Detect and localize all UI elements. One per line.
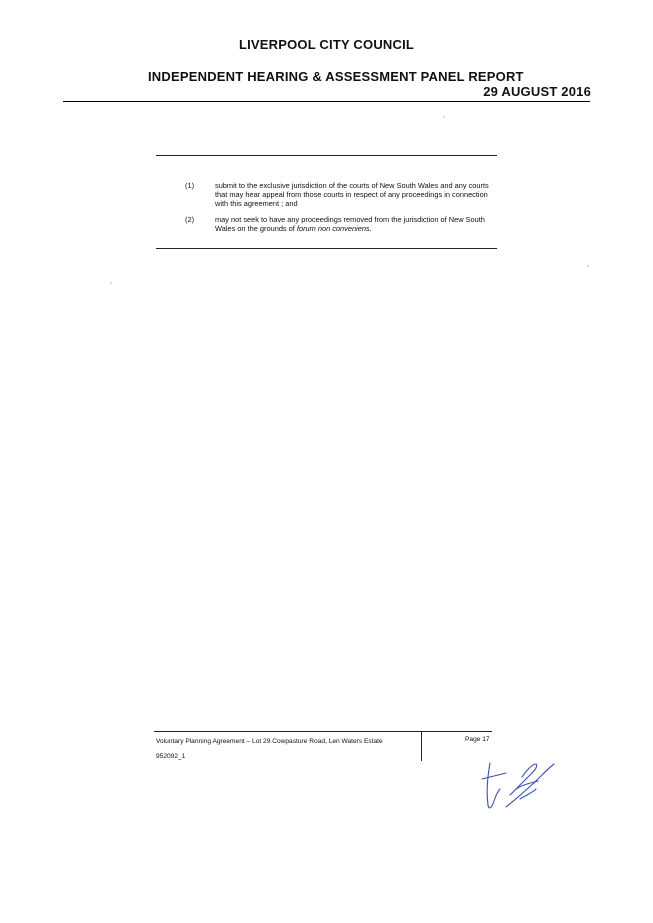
scan-speck: [587, 265, 589, 267]
scan-speck: [110, 282, 112, 284]
clause-text-italic: forum non conveniens: [296, 224, 370, 233]
clause-text-main: may not seek to have any proceedings removed from the jurisdiction of New South Wales on the grounds of: [215, 215, 485, 233]
footer-vertical-divider: [421, 731, 422, 761]
signature-initials: [476, 755, 558, 817]
document-reference: 952092_1: [156, 753, 186, 760]
clause-text: [215, 215, 500, 233]
body-top-divider: [156, 155, 497, 156]
footer-title: Voluntary Planning Agreement – Lot 29 Cowpasture Road, Len Waters Estate: [156, 738, 383, 745]
clause-number: (1): [185, 181, 195, 190]
council-title: LIVERPOOL CITY COUNCIL: [238, 37, 415, 52]
clause-number: (2): [185, 215, 195, 224]
scan-speck: [443, 116, 445, 118]
page-number: Page 17: [465, 736, 490, 743]
report-date: 29 AUGUST 2016: [483, 84, 591, 99]
clause-text: submit to the exclusive jurisdiction of the courts of New South Wales and any courts that may hear appeal from those courts in respect of any proceedings in connection with this agreement ; and: [215, 181, 489, 208]
clause-text-end: .: [369, 224, 372, 233]
report-title: INDEPENDENT HEARING & ASSESSMENT PANEL REPORT: [148, 69, 524, 84]
header-divider: [63, 101, 590, 102]
body-bottom-divider: [156, 248, 497, 249]
footer-divider: [154, 731, 492, 732]
